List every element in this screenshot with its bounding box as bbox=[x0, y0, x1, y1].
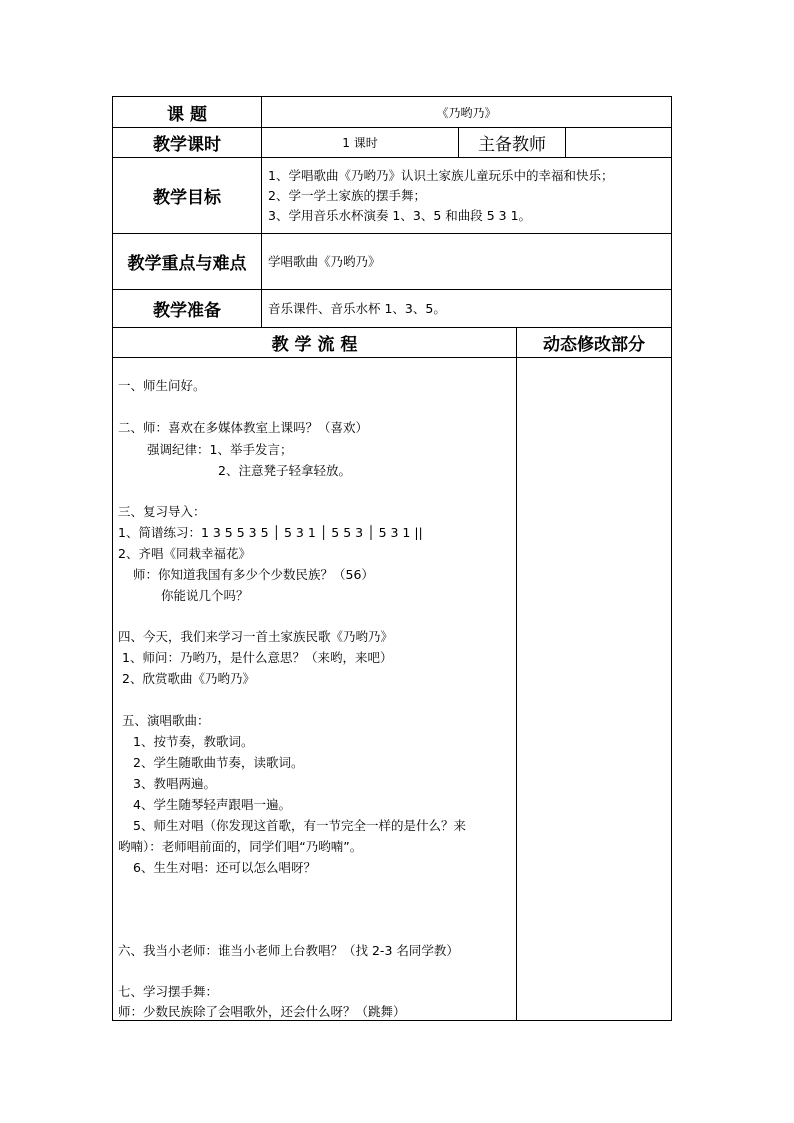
flow-line: 5、师生对唱（你发现这首歌，有一节完全一样的是什么？来 bbox=[133, 818, 466, 833]
topic-value: 《乃哟乃》 bbox=[436, 105, 497, 120]
flow-header: 教 学 流 程 bbox=[271, 335, 358, 355]
flow-line: 2、学生随歌曲节奏，读歌词。 bbox=[133, 755, 304, 770]
teacher-value bbox=[566, 128, 671, 157]
flow-line: 四、今天，我们来学习一首土家族民歌《乃哟乃》 bbox=[118, 629, 394, 644]
flow-line: 五、演唱歌曲： bbox=[122, 713, 210, 728]
prep-label: 教学准备 bbox=[153, 301, 221, 321]
flow-line: 一、师生问好。 bbox=[118, 378, 206, 393]
flow-line: 六、我当小老师：谁当小老师上台教唱？（找 2-3 名同学教） bbox=[118, 943, 459, 958]
keypoints-value: 学唱歌曲《乃哟乃》 bbox=[268, 253, 381, 269]
flow-line: 2、齐唱《同栽幸福花》 bbox=[118, 546, 251, 561]
flow-line: 3、教唱两遍。 bbox=[133, 776, 216, 791]
goals-label: 教学目标 bbox=[153, 188, 221, 208]
prep-value: 音乐课件、音乐水杯 1、3、5。 bbox=[268, 300, 446, 316]
dynamic-header: 动态修改部分 bbox=[543, 335, 645, 355]
topic-label: 课 题 bbox=[167, 104, 207, 125]
flow-line: 2、欣赏歌曲《乃哟乃》 bbox=[122, 671, 255, 686]
flow-line: 师：你知道我国有多少个少数民族？（56） bbox=[133, 567, 374, 582]
flow-line: 1、师问：乃哟乃，是什么意思？（来哟，来吧） bbox=[122, 650, 393, 665]
flow-line: 2、注意凳子轻拿轻放。 bbox=[218, 463, 351, 478]
goals-list bbox=[268, 158, 671, 233]
hours-value: 1 课时 bbox=[342, 136, 378, 150]
flow-line: 哟喃）：老师唱前面的，同学们唱“乃哟喃”。 bbox=[118, 839, 363, 854]
flow-line: 你能说几个吗？ bbox=[161, 588, 249, 603]
goal-item: 3、学用音乐水杯演奏 1、3、5 和曲段 5 3 1。 bbox=[268, 207, 532, 223]
hours-label: 教学课时 bbox=[153, 135, 221, 155]
row-divider bbox=[112, 357, 672, 358]
flow-line: 4、学生随琴轻声跟唱一遍。 bbox=[133, 797, 291, 812]
flow-line: 三、复习导入： bbox=[118, 504, 206, 519]
flow-line: 七、学习摆手舞： bbox=[118, 984, 219, 999]
goal-item: 2、学一学土家族的摆手舞； bbox=[268, 187, 426, 203]
column-divider bbox=[516, 327, 517, 1021]
flow-line: 师：少数民族除了会唱歌外，还会什么呀？（跳舞） bbox=[118, 1004, 406, 1019]
goal-item: 1、学唱歌曲《乃哟乃》认识土家族儿童玩乐中的幸福和快乐； bbox=[268, 167, 614, 183]
flow-line: 1、简谱练习：1 3 5 5 3 5 │ 5 3 1 │ 5 5 3 │ 5 3 1 || bbox=[118, 525, 423, 540]
teacher-label: 主备教师 bbox=[478, 135, 546, 155]
flow-line: 二、师：喜欢在多媒体教室上课吗？（喜欢） bbox=[118, 420, 369, 435]
flow-line: 强调纪律：1、举手发言； bbox=[147, 442, 293, 457]
flow-line: 1、按节奏，教歌词。 bbox=[133, 734, 254, 749]
keypoints-label: 教学重点与难点 bbox=[127, 254, 247, 274]
flow-line: 6、生生对唱：还可以怎么唱呀？ bbox=[133, 860, 316, 875]
